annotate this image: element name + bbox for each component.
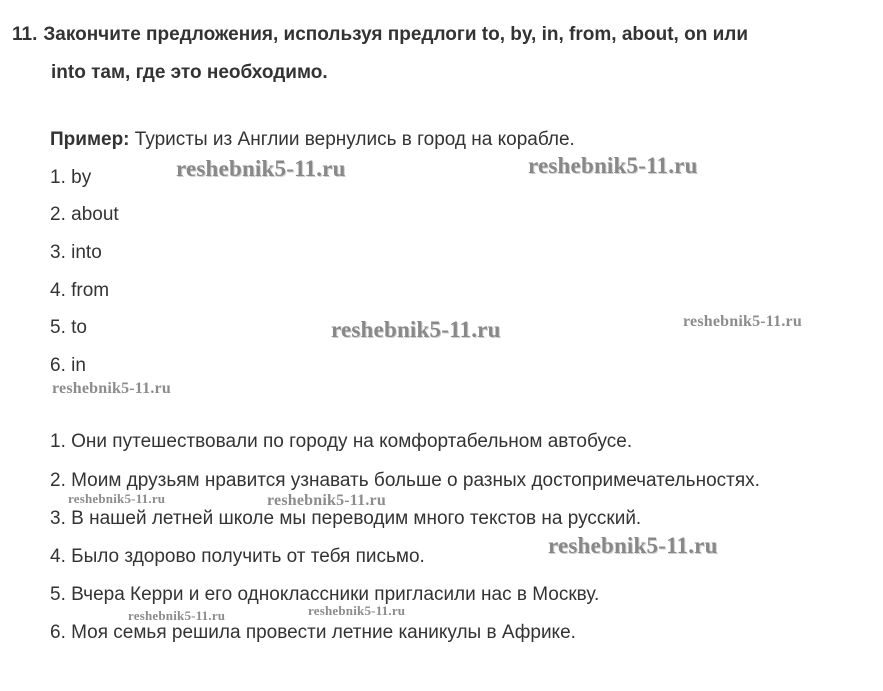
- answer-item: 3. into: [50, 242, 102, 263]
- sentence-item: 1. Они путешествовали по городу на комфортабельном автобусе.: [50, 431, 633, 452]
- watermark: reshebnik5-11.ru: [176, 156, 346, 181]
- watermark: reshebnik5-11.ru: [683, 313, 802, 330]
- sentence-item: 6. Моя семья решила провести летние каникулы в Африке.: [50, 622, 576, 643]
- sentence-item: 5. Вчера Керри и его одноклассники пригласили нас в Москву.: [50, 584, 600, 605]
- task-number: 11.: [12, 24, 38, 45]
- sentence-item: 3. В нашей летней школе мы переводим много текстов на русский.: [50, 508, 642, 529]
- example-text: Туристы из Англии вернулись в город на корабле.: [134, 129, 575, 150]
- watermark: reshebnik5-11.ru: [68, 491, 166, 506]
- watermark: reshebnik5-11.ru: [331, 317, 501, 342]
- watermark: reshebnik5-11.ru: [267, 492, 386, 509]
- sentence-item: 2. Моим друзьям нравится узнавать больше о разных достопримечательностях.: [50, 470, 760, 491]
- watermark: reshebnik5-11.ru: [52, 380, 171, 397]
- watermark: reshebnik5-11.ru: [128, 608, 226, 623]
- task-title-line2: into там, где это необходимо.: [51, 62, 328, 83]
- answer-item: 2. about: [50, 204, 119, 225]
- example-label: Пример:: [50, 129, 130, 150]
- task-title-line1: Закончите предложения, используя предлоги to, by, in, from, about, on или: [43, 24, 749, 45]
- example-line: [50, 128, 575, 152]
- answer-item: 1. by: [50, 167, 92, 188]
- watermark: reshebnik5-11.ru: [548, 533, 718, 558]
- watermark: reshebnik5-11.ru: [308, 603, 406, 618]
- answer-item: 6. in: [50, 355, 86, 376]
- sentence-item: 4. Было здорово получить от тебя письмо.: [50, 546, 425, 567]
- watermark: reshebnik5-11.ru: [528, 153, 698, 178]
- answer-item: 5. to: [50, 317, 87, 338]
- task-heading: [12, 16, 877, 92]
- answer-item: 4. from: [50, 280, 110, 301]
